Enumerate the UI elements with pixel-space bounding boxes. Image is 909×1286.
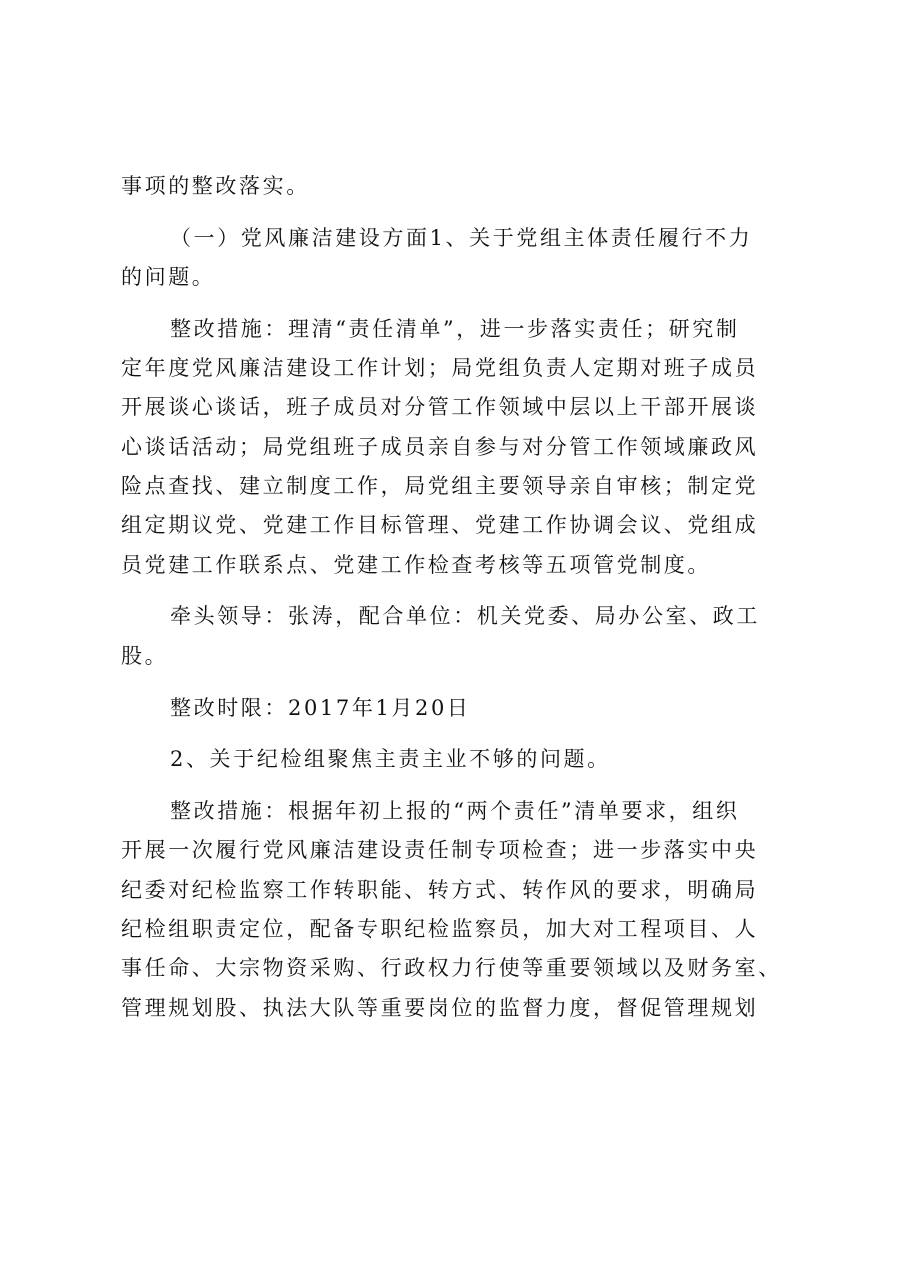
text-line: 整改措施：根据年初上报的“两个责任”清单要求，组织	[170, 799, 740, 824]
text-line: 员党建工作联系点、党建工作检查考核等五项管党制度。	[121, 552, 711, 577]
paragraph-issue-2	[121, 740, 801, 779]
text-line: （一）党风廉洁建设方面1、关于党组主体责任履行不力	[170, 225, 753, 250]
text-line: 的问题。	[121, 265, 216, 290]
text-line: 事项的整改落实。	[121, 174, 310, 198]
text-line: 整改措施：理清“责任清单”，进一步落实责任；研究制	[170, 316, 740, 341]
paragraph-gap	[121, 206, 801, 219]
text-line: 定年度党风廉洁建设工作计划；局党组负责人定期对班子成员	[121, 356, 759, 381]
paragraph-intro-end	[121, 167, 801, 206]
text-line: 开展谈心谈话，班子成员对分管工作领域中层以上干部开展谈	[121, 395, 759, 420]
text-line: 事任命、大宗物资采购、行政权力行使等重要领域以及财务室、	[121, 956, 782, 981]
paragraph-deadline-1	[121, 689, 801, 728]
text-line: 管理规划股、执法大队等重要岗位的监督力度，督促管理规划	[121, 995, 759, 1020]
text-line: 纪检组职责定位，配备专职纪检监察员，加大对工程项目、人	[121, 917, 759, 942]
text-line: 组定期议党、党建工作目标管理、党建工作协调会议、党组成	[121, 513, 759, 538]
text-line: 牵头领导：张涛，配合单位：机关党委、局办公室、政工	[170, 604, 760, 629]
paragraph-gap	[121, 297, 801, 310]
text-line: 险点查找、建立制度工作，局党组主要领导亲自审核；制定党	[121, 474, 759, 499]
text-line: 心谈话活动；局党组班子成员亲自参与对分管工作领域廉政风	[121, 434, 759, 459]
text-line: 纪委对纪检监察工作转职能、转方式、转作风的要求，明确局	[121, 877, 759, 902]
text-line: 股。	[121, 643, 169, 668]
paragraph-gap	[121, 585, 801, 598]
paragraph-gap	[121, 676, 801, 689]
text-line: 2、关于纪检组聚焦主责主业不够的问题。	[170, 747, 611, 772]
paragraph-measures-1	[121, 310, 801, 585]
text-line: 开展一次履行党风廉洁建设责任制专项检查；进一步落实中央	[121, 838, 759, 863]
text-line: 整改时限：2017年1月20日	[170, 695, 471, 720]
paragraph-measures-2	[121, 792, 801, 1028]
paragraph-section-heading	[121, 219, 801, 298]
paragraph-leader-1	[121, 597, 801, 676]
document-body	[121, 167, 801, 1028]
paragraph-gap	[121, 728, 801, 741]
paragraph-gap	[121, 780, 801, 793]
